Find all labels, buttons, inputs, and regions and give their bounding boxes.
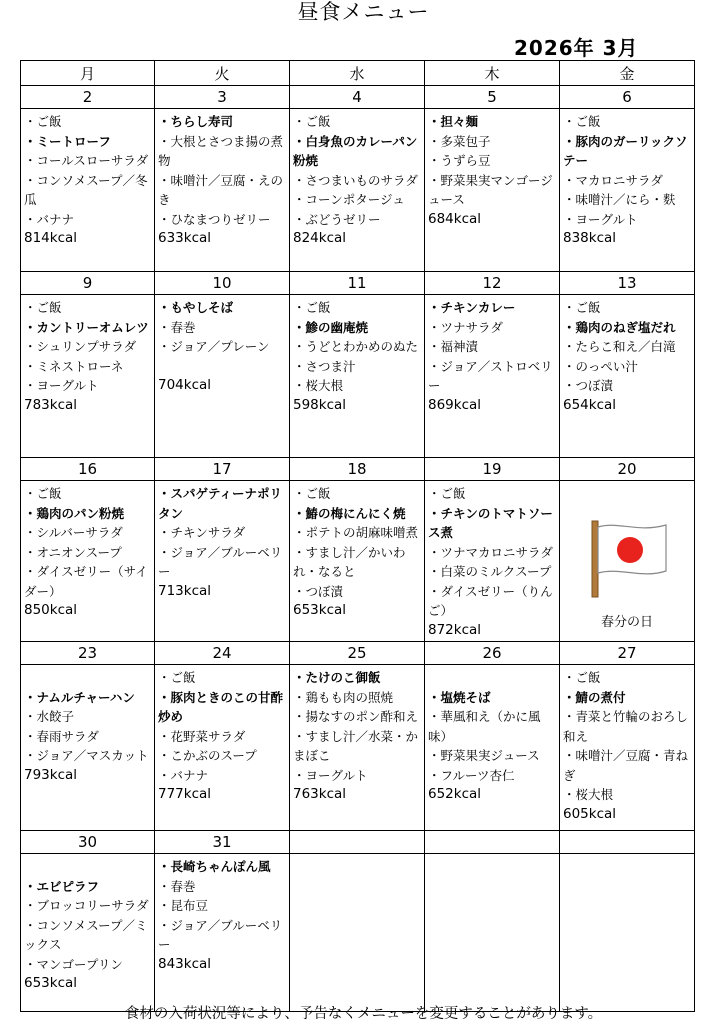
main-dish: ・カントリーオムレツ	[24, 319, 149, 335]
main-dish: ・白身魚のカレーパン粉焼	[293, 133, 418, 168]
date-number: 25	[290, 642, 425, 665]
weekday-fri: 金	[560, 61, 695, 86]
page-title: 昼食メニュー	[297, 0, 430, 24]
date-number: 13	[560, 272, 695, 295]
menu-item: ・春巻	[158, 878, 196, 894]
menu-row	[21, 665, 695, 831]
menu-item: ・ご飯	[563, 114, 601, 129]
menu-item: ・ご飯	[293, 486, 331, 501]
date-number: 4	[290, 86, 425, 109]
date-number: 3	[155, 86, 290, 109]
day-menu-cell	[155, 295, 290, 458]
menu-item: ・ご飯	[563, 300, 601, 315]
weekday-wed: 水	[290, 61, 425, 86]
main-dish: ・鰆の梅にんにく焼	[293, 505, 406, 521]
day-menu-cell	[155, 109, 290, 272]
menu-item: ・ヨーグルト	[24, 378, 99, 393]
date-number: 19	[425, 458, 560, 481]
menu-item: ・ひなまつりゼリー	[158, 211, 271, 227]
menu-item: ・バナナ	[158, 767, 209, 783]
day-menu-cell	[155, 481, 290, 642]
menu-item: ・シュリンプサラダ	[24, 339, 137, 354]
menu-item: ・味噌汁／にら・麩	[563, 192, 676, 207]
day-menu-cell	[290, 295, 425, 458]
menu-item: ・コーンポタージュ	[293, 192, 405, 207]
japan-flag-icon	[590, 519, 670, 599]
main-dish: ・チキンカレー	[428, 300, 516, 315]
calorie-total: 777kcal	[158, 786, 212, 802]
weekday-tue: 火	[155, 61, 290, 86]
date-number-row	[21, 86, 695, 109]
menu-row	[21, 295, 695, 458]
main-dish: ・塩焼そば	[428, 689, 491, 705]
menu-item: ・ポテトの胡麻味噌煮	[293, 525, 419, 540]
calorie-total: 783kcal	[24, 396, 78, 413]
menu-item: ・つぼ漬	[563, 378, 614, 393]
menu-item: ・華風和え（かに風味）	[428, 709, 541, 744]
date-number: 18	[290, 458, 425, 481]
main-dish: ・もやしそば	[158, 300, 234, 315]
day-menu-cell	[425, 295, 560, 458]
date-number: 12	[425, 272, 560, 295]
date-number: 10	[155, 272, 290, 295]
menu-item: ・野菜果実ジュース	[428, 748, 540, 763]
day-menu-cell	[425, 109, 560, 272]
date-number: 5	[425, 86, 560, 109]
day-menu-cell	[290, 854, 425, 1012]
weekday-header-row	[21, 61, 695, 86]
footer-note: 食材の入荷状況等により、予告なくメニューを変更することがあります。	[124, 1006, 603, 1022]
calorie-total: 843kcal	[158, 955, 212, 972]
menu-item: ・ジョア／ブルーベリー	[158, 544, 283, 579]
menu-item: ・さつまいものサラダ	[293, 172, 418, 188]
calorie-total: 814kcal	[24, 230, 78, 246]
date-number: 11	[290, 272, 425, 295]
menu-row	[21, 854, 695, 1012]
menu-item: ・青菜と竹輪のおろし和え	[563, 709, 689, 744]
main-dish: ・スパゲティーナポリタン	[158, 486, 283, 521]
main-dish: ・たけのこ御飯	[293, 670, 381, 685]
date-number: 2	[21, 86, 155, 109]
main-dish: ・ナムルチャーハン	[24, 689, 135, 705]
menu-item: ・バナナ	[24, 211, 75, 227]
menu-item: ・のっぺい汁	[563, 358, 638, 374]
menu-item: ・白菜のミルクスープ	[428, 564, 552, 579]
menu-item: ・コンソメスープ／ミックス	[24, 917, 148, 952]
date-number	[290, 831, 425, 854]
day-menu-cell	[21, 854, 155, 1012]
menu-item: ・ご飯	[428, 486, 466, 501]
menu-item: ・オニオンスープ	[24, 544, 122, 560]
menu-item: ・福神漬	[428, 339, 479, 354]
main-dish: ・豚肉ときのこの甘酢炒め	[158, 689, 284, 724]
day-menu-cell	[21, 665, 155, 831]
day-menu-cell	[155, 854, 290, 1012]
menu-item	[24, 857, 152, 877]
date-number-row	[21, 642, 695, 665]
calorie-total: 605kcal	[563, 805, 617, 822]
menu-item: ・コールスローサラダ	[24, 153, 149, 168]
calorie-total: 653kcal	[24, 975, 78, 991]
menu-item: ・ヨーグルト	[563, 211, 638, 227]
menu-item: ・ご飯	[24, 114, 62, 129]
menu-item: ・うずら豆	[428, 153, 491, 168]
menu-item: ・桜大根	[293, 378, 344, 393]
date-number: 16	[21, 458, 155, 481]
day-menu-cell	[425, 665, 560, 831]
menu-item: ・ミネストローネ	[24, 358, 124, 374]
menu-item: ・ご飯	[293, 300, 331, 315]
day-menu-cell	[21, 109, 155, 272]
menu-item: ・春巻	[158, 319, 196, 335]
date-number: 9	[21, 272, 155, 295]
menu-item: ・ジョア／マスカット	[24, 748, 149, 763]
menu-item: ・たらこ和え／白滝	[563, 339, 676, 354]
date-number	[425, 831, 560, 854]
menu-item: ・ご飯	[563, 670, 601, 685]
calorie-total: 652kcal	[428, 786, 482, 802]
day-menu-cell	[290, 665, 425, 831]
menu-item: ・味噌汁／豆腐・青ねぎ	[563, 748, 689, 783]
date-number: 23	[21, 642, 155, 665]
calorie-total: 598kcal	[293, 396, 347, 413]
date-number-row	[21, 831, 695, 854]
menu-item: ・マンゴープリン	[24, 956, 123, 972]
day-menu-cell	[21, 481, 155, 642]
weekday-mon: 月	[21, 61, 155, 86]
menu-item: ・ジョア／ストロベリー	[428, 358, 553, 393]
menu-item: ・ツナマカロニサラダ	[428, 544, 553, 560]
menu-item: ・ご飯	[24, 486, 62, 501]
day-menu-cell	[425, 854, 560, 1012]
date-number-row	[21, 458, 695, 481]
menu-item	[24, 668, 152, 688]
main-dish: ・担々麺	[428, 114, 479, 129]
menu-item: ・味噌汁／豆腐・えのき	[158, 172, 284, 207]
calorie-total: 653kcal	[293, 602, 347, 618]
calorie-total: 824kcal	[293, 230, 347, 246]
day-menu-cell	[21, 295, 155, 458]
date-number	[560, 831, 695, 854]
menu-item: ・ご飯	[293, 114, 331, 129]
menu-item: ・コンソメスープ／冬瓜	[24, 172, 148, 207]
menu-item: ・こかぶのスープ	[158, 748, 257, 763]
calorie-total: 869kcal	[428, 396, 482, 413]
main-dish: ・長崎ちゃんぽん風	[158, 859, 271, 874]
menu-item: ・つぼ漬	[293, 583, 344, 599]
menu-item: ・ご飯	[24, 300, 62, 315]
menu-item	[158, 357, 287, 377]
calorie-total: 633kcal	[158, 230, 212, 246]
day-menu-cell	[560, 481, 695, 642]
day-menu-cell	[560, 295, 695, 458]
menu-item: ・桜大根	[563, 787, 614, 802]
menu-item: ・揚なすのポン酢和え	[293, 709, 419, 724]
day-menu-cell	[425, 481, 560, 642]
day-menu-cell	[560, 665, 695, 831]
menu-item: ・水餃子	[24, 709, 75, 724]
menu-row	[21, 481, 695, 642]
calorie-total: 704kcal	[158, 377, 212, 393]
date-number: 17	[155, 458, 290, 481]
menu-item: ・大根とさつま揚の煮物	[158, 133, 284, 168]
calorie-total: 838kcal	[563, 230, 617, 246]
date-number: 30	[21, 831, 155, 854]
menu-item: ・ジョア／プレーン	[158, 339, 270, 354]
main-dish: ・鶏肉のパン粉焼	[24, 505, 125, 521]
menu-item: ・多菜包子	[428, 133, 491, 149]
day-menu-cell	[290, 109, 425, 272]
menu-item: ・マカロニサラダ	[563, 172, 663, 188]
menu-item: ・野菜果実マンゴージュース	[428, 172, 553, 207]
menu-row	[21, 109, 695, 272]
calorie-total: 763kcal	[293, 786, 347, 802]
date-number-row	[21, 272, 695, 295]
weekday-thu: 木	[425, 61, 560, 86]
calorie-total: 872kcal	[428, 621, 482, 638]
menu-item: ・ぶどうゼリー	[293, 211, 381, 227]
date-number: 26	[425, 642, 560, 665]
main-dish: ・鯖の煮付	[563, 689, 626, 705]
date-number: 24	[155, 642, 290, 665]
menu-item	[428, 668, 557, 688]
main-dish: ・チキンのトマトソース煮	[428, 505, 553, 540]
menu-item: ・花野菜サラダ	[158, 728, 246, 744]
menu-item: ・すまし汁／かいわれ・なると	[293, 544, 406, 579]
main-dish: ・豚肉のガーリックソテー	[563, 133, 688, 168]
menu-item: ・すまし汁／水菜・かまぼこ	[293, 728, 419, 763]
calorie-total: 850kcal	[24, 602, 78, 618]
menu-item: ・シルバーサラダ	[24, 525, 123, 540]
day-menu-cell	[290, 481, 425, 642]
main-dish: ・ちらし寿司	[158, 114, 234, 129]
menu-item: ・ブロッコリーサラダ	[24, 898, 149, 913]
menu-item: ・フルーツ杏仁	[428, 767, 515, 783]
day-menu-cell	[560, 109, 695, 272]
date-number: 27	[560, 642, 695, 665]
menu-item: ・ジョア／ブルーベリー	[158, 917, 283, 952]
menu-item: ・ツナサラダ	[428, 319, 503, 335]
menu-item: ・ヨーグルト	[293, 767, 368, 783]
menu-item: ・昆布豆	[158, 898, 209, 913]
menu-item: ・ダイスゼリー（りんご）	[428, 583, 553, 618]
holiday-name: 春分の日	[600, 615, 653, 630]
main-dish: ・鯵の幽庵焼	[293, 319, 369, 335]
day-menu-cell	[560, 854, 695, 1012]
main-dish: ・ミートローフ	[24, 133, 111, 149]
holiday-cell	[560, 481, 694, 641]
date-number: 31	[155, 831, 290, 854]
calorie-total: 684kcal	[428, 210, 482, 227]
month-label: 2026年 3月	[514, 36, 639, 60]
lunch-calendar	[20, 60, 695, 1012]
calorie-total: 713kcal	[158, 582, 212, 599]
menu-item: ・春雨サラダ	[24, 728, 99, 744]
menu-item: ・さつま汁	[293, 358, 356, 374]
date-number: 6	[560, 86, 695, 109]
date-number: 20	[560, 458, 695, 481]
menu-item: ・チキンサラダ	[158, 525, 246, 540]
main-dish: ・エビピラフ	[24, 878, 100, 894]
calorie-total: 654kcal	[563, 396, 617, 413]
menu-item: ・ご飯	[158, 670, 196, 685]
menu-item: ・うどとわかめのぬた	[293, 339, 419, 354]
menu-item: ・鶏もも肉の照焼	[293, 689, 394, 705]
calorie-total: 793kcal	[24, 766, 78, 783]
main-dish: ・鶏肉のねぎ塩だれ	[563, 319, 676, 335]
menu-item: ・ダイスゼリー（サイダー）	[24, 564, 148, 599]
day-menu-cell	[155, 665, 290, 831]
